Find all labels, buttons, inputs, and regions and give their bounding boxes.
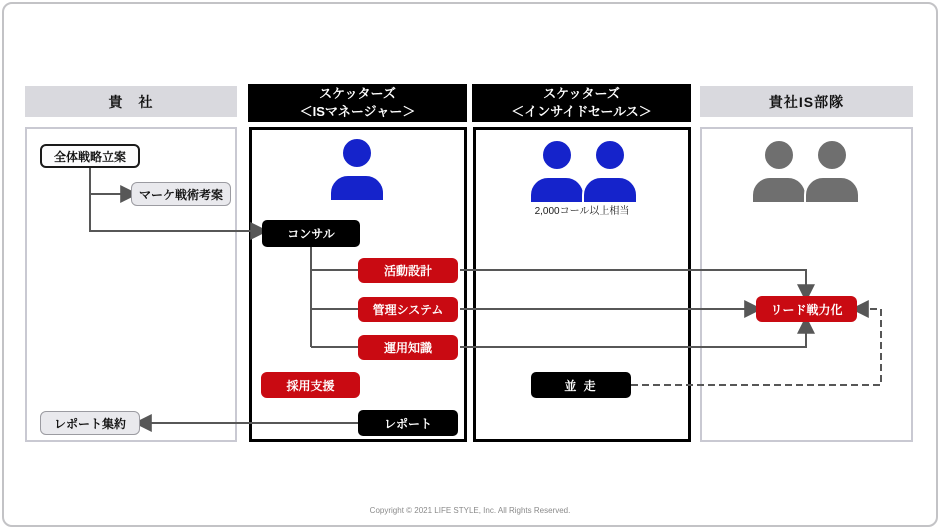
node-consulting: コンサル [262, 220, 360, 247]
connector-knowledge-to-lead [460, 332, 806, 347]
column-title: 貴社IS部隊 [768, 93, 845, 110]
node-operation-knowledge: 運用知識 [358, 335, 458, 360]
copyright-text: Copyright © 2021 LIFE STYLE, Inc. All Rights Reserved. [369, 506, 571, 515]
node-overall-strategy: 全体戦略立案 [40, 144, 140, 168]
node-recruiting-support: 採用支援 [261, 372, 360, 398]
column-title: 貴 社 [108, 93, 154, 110]
inside-sales-persons-icon [527, 139, 640, 203]
node-marketing-tactics: マーケ戦術考案 [131, 182, 231, 206]
client-is-team-persons-icon [749, 139, 862, 203]
person-icon [327, 137, 387, 201]
node-management-system: 管理システム [358, 297, 458, 322]
person-icon [527, 139, 587, 203]
calls-volume-note: 2,000コール以上相当 [534, 206, 630, 217]
is-manager-person-icon [327, 137, 387, 201]
node-report-aggregation: レポート集約 [40, 411, 140, 435]
connector-activity-to-lead [460, 270, 806, 286]
column-title-line2: ＜ISマネージャー＞ [299, 104, 416, 119]
node-activity-design: 活動設計 [358, 258, 458, 283]
person-icon [802, 139, 862, 203]
node-report: レポート [358, 410, 458, 436]
column-title-line2: ＜インサイドセールス＞ [511, 104, 652, 119]
column-title-line1: スケッターズ [319, 85, 396, 101]
column-title-line1: スケッターズ [543, 85, 620, 101]
person-icon [580, 139, 640, 203]
node-parallel-run: 並 走 [531, 372, 631, 398]
person-icon [749, 139, 809, 203]
node-lead-empowerment: リード戦力化 [756, 296, 857, 322]
